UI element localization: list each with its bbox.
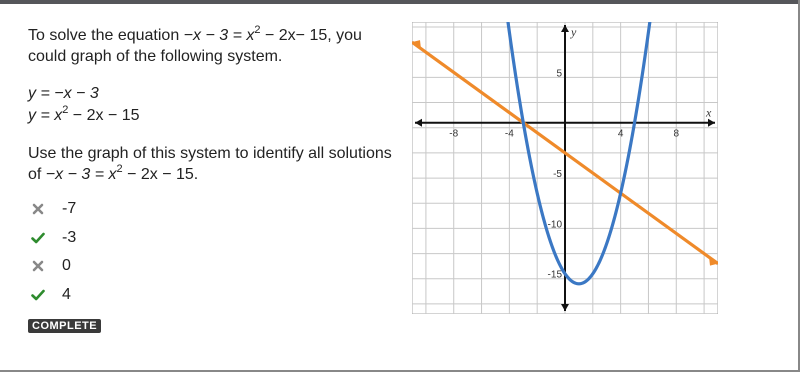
check-mark-icon	[28, 232, 48, 244]
x-tick-label: -4	[504, 128, 514, 140]
prompt-prefix: Use the graph of this system to identify all solutions of	[28, 145, 392, 183]
x-tick-label: -8	[449, 128, 459, 140]
answer-choice-label: -7	[62, 200, 77, 218]
system-line-1-text: y = −x − 3	[28, 85, 99, 102]
y-axis-label: y	[571, 25, 577, 39]
system-line-2-right: − 2x − 15	[68, 107, 140, 124]
graph-of-system	[412, 22, 718, 314]
x-tick-label: 4	[617, 128, 624, 140]
prompt-equation-left: −x − 3 = x	[45, 166, 117, 183]
question-panel	[28, 25, 398, 334]
intro-prefix: To solve the equation	[28, 27, 184, 44]
answer-choice[interactable]	[28, 195, 398, 224]
answer-choices	[28, 195, 398, 309]
intro-equation-left: −x − 3 =	[183, 27, 247, 44]
intro-equation-right: − 2x− 15	[260, 27, 328, 44]
prompt-exponent: 2	[116, 162, 123, 175]
answer-choice-label: 0	[62, 257, 71, 275]
x-axis-label: x	[706, 105, 712, 120]
answer-choice-label: 4	[62, 285, 71, 303]
x-tick-label: 8	[673, 128, 680, 140]
answer-choice[interactable]	[28, 224, 398, 253]
check-mark-icon	[28, 289, 48, 301]
question-prompt	[28, 143, 398, 185]
y-tick-label: 5	[556, 68, 562, 80]
answer-choice[interactable]	[28, 281, 398, 310]
intro-exponent: 2	[254, 23, 261, 36]
status-badge: COMPLETE	[28, 319, 101, 333]
y-tick-label: -10	[547, 219, 562, 231]
intro-equation-x: x	[246, 27, 255, 44]
window-top-bar	[0, 0, 800, 4]
system-line-2-exponent: 2	[62, 103, 69, 116]
system-of-equations	[28, 83, 398, 127]
y-tick-label: -5	[553, 169, 562, 181]
answer-choice-label: -3	[62, 228, 77, 246]
question-intro	[28, 25, 398, 67]
system-line-2	[28, 105, 398, 127]
y-tick-label: -15	[547, 269, 562, 281]
x-mark-icon	[28, 203, 48, 215]
intro-suffix: , you could graph of the following system.	[28, 27, 362, 65]
system-line-2-left: y = x	[28, 107, 63, 124]
prompt-equation-right: − 2x − 15.	[122, 166, 199, 183]
answer-choice[interactable]	[28, 252, 398, 281]
system-line-1	[28, 83, 398, 105]
x-mark-icon	[28, 260, 48, 272]
